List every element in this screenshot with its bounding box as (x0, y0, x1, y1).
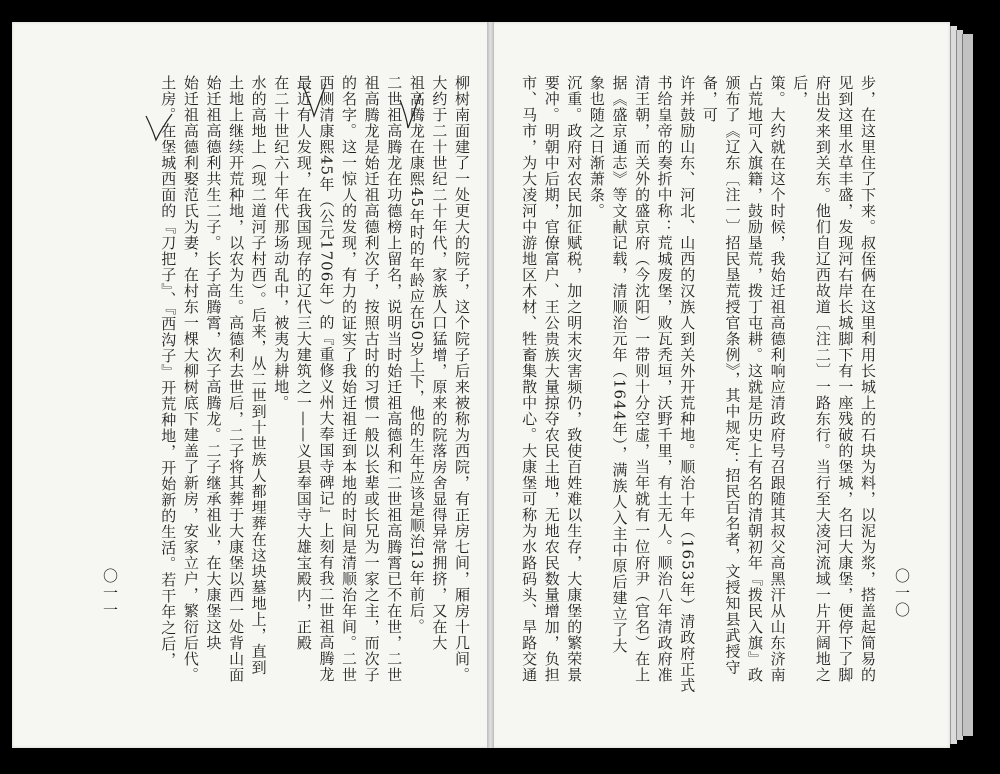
right-page-body-text: 步，在这里住了下来。叔侄俩在这里利用长城上的石块为料，以泥为浆，搭盖起简易的 见到这里水草丰盛，发现河右岸长城脚下有一座残破的堡城，名曰大康堡，便停下了脚 府出发来到关东。他们自辽西故道〔注二〕一路东行。当行至大凌河流域一片开阔地之后， 策。大约就在这个时候，我始迁祖高德利响应清政府号召跟随其叔父高黑汗从山东济南 占荒地可入旗籍，鼓励垦荒，拨丁屯耕。这就是历史上有名的清朝初年『拨民入旗』政 颁布了《辽东〔注一〕招民垦荒授官条例》，其中规定：招民百名者，文授知县武授守备，可 许并鼓励山东、河北、山西的汉族人到关外开荒种地。顺治十年（1653年）清政府正式 书给皇帝的奏折中称：荒城废堡，败瓦秃垣，沃野千里，有土无人。顺治八年清政府准 清王朝，而关外的盛京府（今沈阳）一带则十分空虚，当年就有一位府尹（官名）在上 据《盛京通志》等文献记载，清顺治元年（1644年），满族人入主中原后建立了大 象也随之日渐萧条。 沉重。政府对农民加征赋税，加之明末灾害频仍，致使百姓难以生存，大康堡的繁荣景 要冲。明朝中后期，官僚富户、王公贵族大量掠夺农民土地，无地农民数量增加，负担 市、马市，为大凌河中游地区木材、牲畜集散中心。大康堡可称为水路码头、旱路交通 (520, 75, 877, 694)
left-page-number: 〇一一 (101, 568, 119, 619)
book-spine (487, 22, 494, 748)
page-edge (962, 34, 973, 736)
left-page-body-text: 柳树南面建了一处更大的院子，这个院子后来被称为西院，有正房七间，厢房十几间。 大约于二十世纪二十年代，家族人口猛增，原来的院落房舍显得异常拥挤，又在大 祖高腾龙在康熙45年时的年龄应在50岁上下，他的生年应该是顺治13年前后。 二世祖高腾龙在功德榜上留名，说明当时始迁祖高德利和二世祖高腾霄已不在世，二世 祖高腾龙是始迁祖高德利次子，按照古时的习惯一般以长辈或长兄为一家之主，而次子 的名字。这一惊人的发现，有力的证实了我始迁祖迁到本地的时间是清顺治年间。二世 西侧清康熙45年（公元1706年）的『重修义州大奉国寺碑记』上刻有我二世祖高腾龙 最近有人发现，在我国现存的辽代三大建筑之一——义县奉国寺大雄宝殿内，正殿 在二十世纪六十年代那场动乱中，被夷为耕地。 水的高地上（现二道河子村西）。后来，从二世到十世族人都埋葬在这块墓地上，直到 土地上继续开荒种地，以农为生。高德利去世后，二子将其葬于大康堡以西一处背山面 始迁祖高德利共生二子。长子高腾霄，次子高腾龙。二子继承祖业，在大康堡这块 始迁祖高德利娶范氏为妻，在村东一棵大柳树底下建盖了新房，安家立户，繁衍后代。 土房。在堡城西面的『刀把子』、『西沟子』开荒种地，开始新的生活。若干年之后， (159, 75, 471, 683)
right-page-number: 〇一〇 (893, 568, 911, 619)
